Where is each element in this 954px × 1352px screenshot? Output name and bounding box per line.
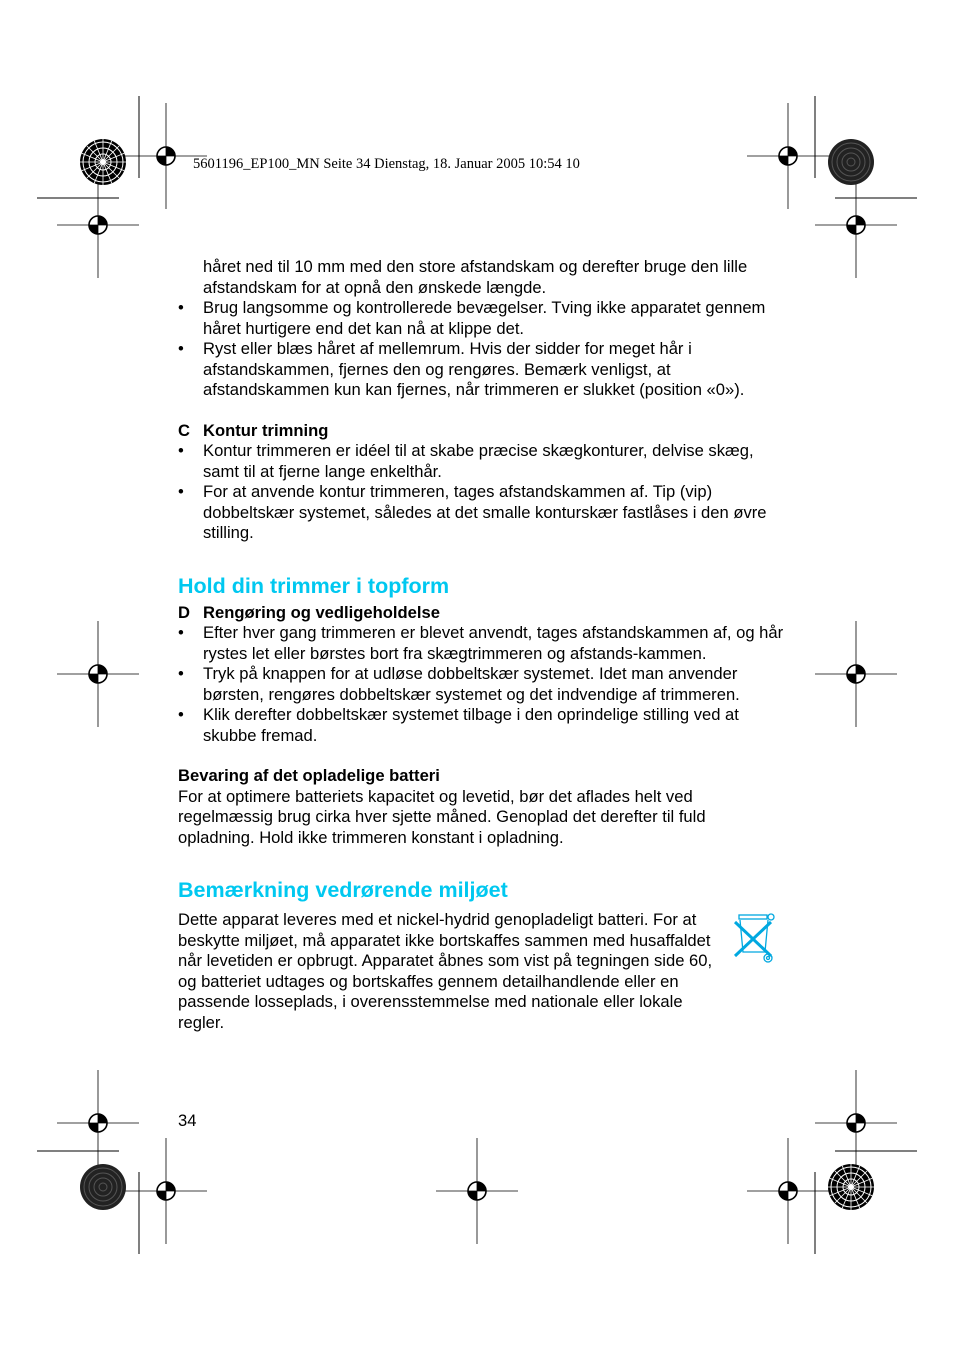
- list-item: • Tryk på knappen for at udløse dobbeltskær systemet. Idet man anvender børsten, rengøres dobbeltskær systemet og det indvendige af trimmeren.: [178, 664, 740, 704]
- crossed-out-wheelie-bin-icon: [732, 912, 776, 964]
- bullet-glyph: •: [178, 441, 184, 460]
- intro-continuation: håret ned til 10 mm med den store afstandskam og derefter bruge den lille afstandskam for at opnå den ønskede længde.: [203, 257, 748, 297]
- bullet-glyph: •: [178, 623, 184, 642]
- intro-bullet-list: [178, 298, 784, 401]
- bullet-glyph: •: [178, 705, 184, 724]
- bullet-glyph: •: [178, 482, 184, 501]
- subheading-c: C Kontur trimning: [178, 420, 329, 440]
- battery-paragraph: For at optimere batteriets kapacitet og levetid, bør det aflades helt ved regelmæssig brug cirka hver sjette måned. Genoplad det derefter til fuld opladning. Hold ikke trimmeren konstant i opladning.: [178, 786, 706, 847]
- section-c-bullet-list: [178, 441, 784, 544]
- list-item: • Efter hver gang trimmeren er blevet anvendt, tages afstandskammen af, og hår rystes let eller børstes bort fra skægtrimmeren og afstands-kammen.: [178, 623, 784, 663]
- list-item: • For at anvende kontur trimmeren, tages afstandskammen af. Tip (vip) dobbeltskær systemet, således at det smalle konturskær fastlåses i den øvre stilling.: [178, 482, 767, 542]
- bullet-glyph: •: [178, 298, 184, 317]
- section-heading-care: Hold din trimmer i topform: [178, 573, 450, 598]
- list-item: • Kontur trimmeren er idéel til at skabe præcise skægkonturer, delvise skæg, samt til at fjerne lange enkelthår.: [178, 441, 754, 481]
- section-d-bullet-list: [178, 623, 784, 746]
- list-item: • Klik derefter dobbeltskær systemet tilbage i den oprindelige stilling ved at skubbe fremad.: [178, 705, 739, 745]
- bullet-glyph: •: [178, 664, 184, 683]
- list-item: • Brug langsomme og kontrollerede bevægelser. Tving ikke apparatet gennem håret hurtigere end det kan nå at klippe det.: [178, 298, 766, 338]
- page-content: [178, 257, 784, 1033]
- bullet-glyph: •: [178, 339, 184, 358]
- section-heading-environment: Bemærkning vedrørende miljøet: [178, 878, 508, 902]
- environment-block: [178, 910, 784, 1033]
- subheading-battery: Bevaring af det opladelige batteri: [178, 766, 440, 785]
- list-item: • Ryst eller blæs håret af mellemrum. Hvis der sidder for meget hår i afstandskammen, fjernes den og rengøres. Bemærk venligst, at afstandskammen kun kan fjernes, når trimmeren er slukket (position «0»).: [178, 339, 745, 399]
- page-number: 34: [178, 1111, 197, 1130]
- subheading-d: D Rengøring og vedligeholdelse: [178, 602, 440, 622]
- environment-paragraph: Dette apparat leveres med et nickel-hydrid genopladeligt batteri. For at beskytte miljøet, må apparatet ikke bortskaffes sammen med husaffaldet når levetiden er opbrugt. Apparatet åbnes som vist på tegningen side 60, og batteriet udtages og bortskaffes gennem detailhandlende eller en passende losseplads, i overensstemmelse med nationale eller lokale regler.: [178, 910, 713, 1032]
- print-slug: 5601196_EP100_MN Seite 34 Dienstag, 18. Januar 2005 10:54 10: [193, 156, 580, 172]
